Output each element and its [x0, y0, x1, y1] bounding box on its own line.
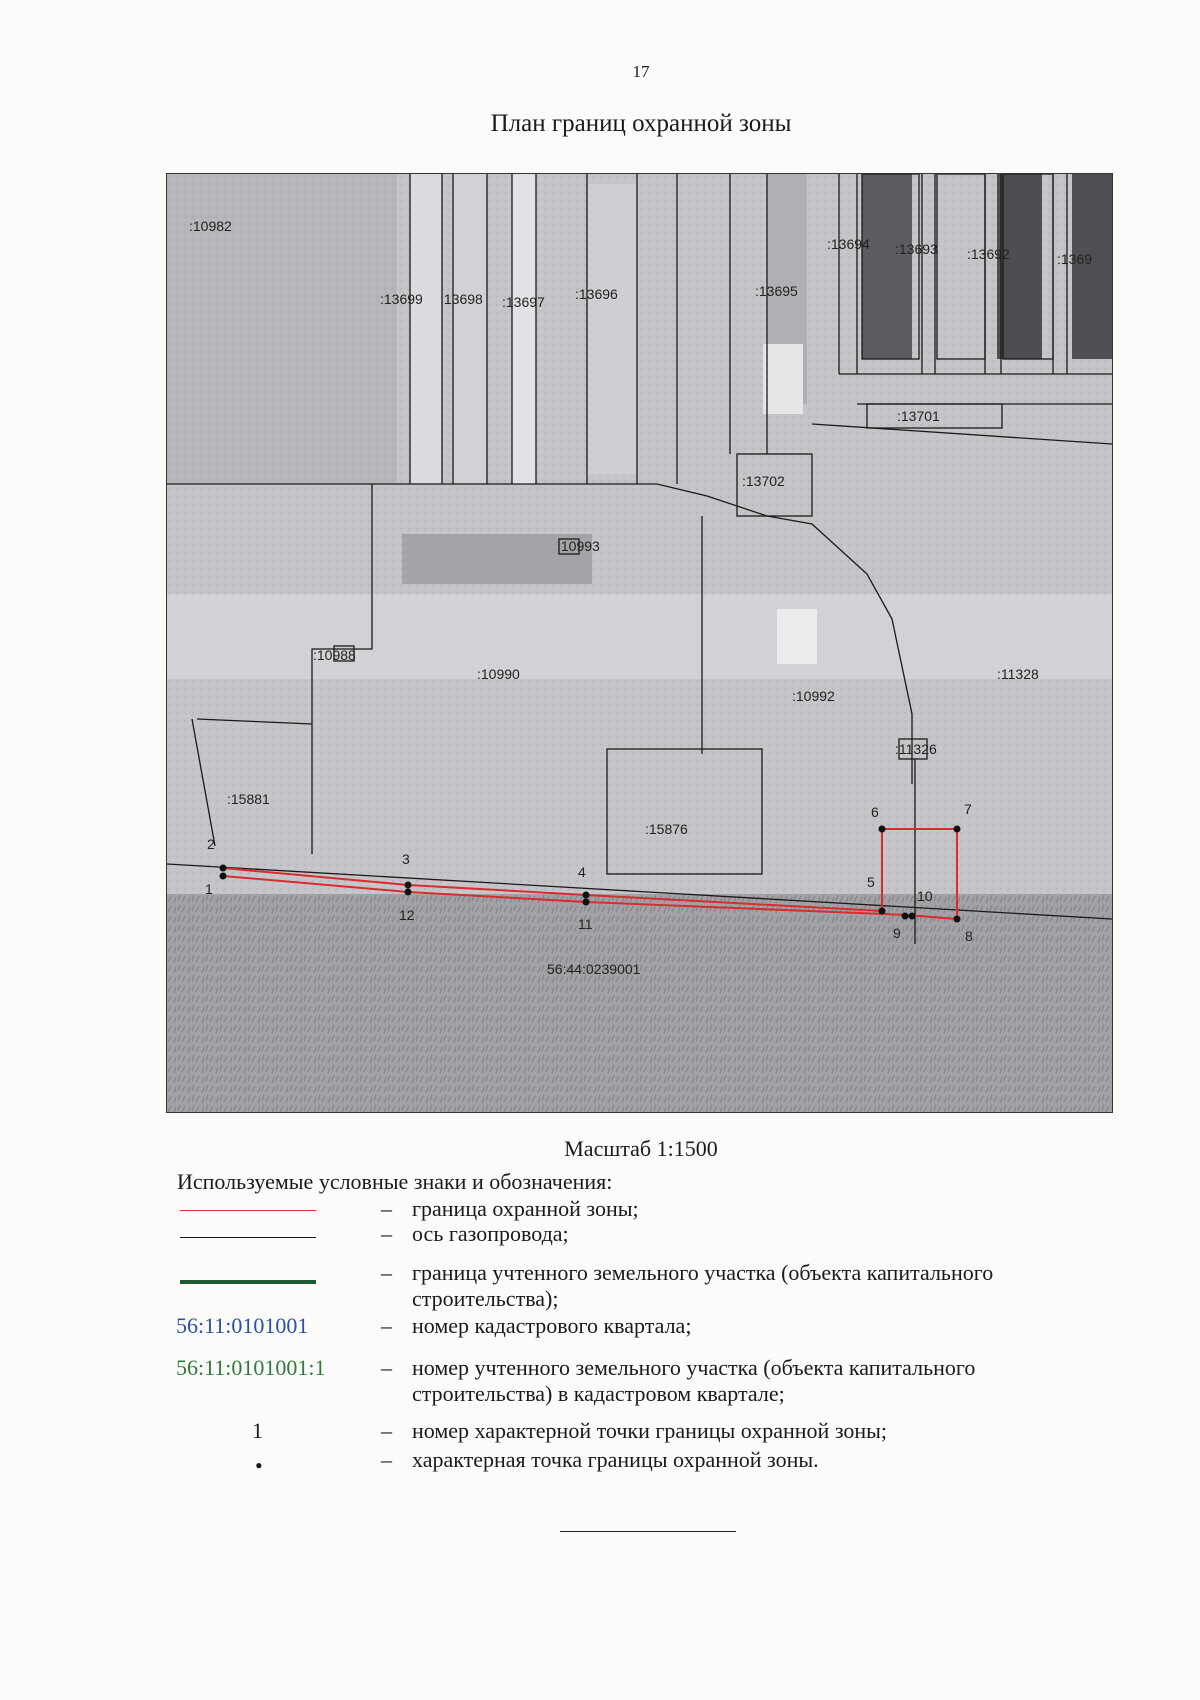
legend-heading: Используемые условные знаки и обозначения: — [177, 1169, 613, 1194]
map-scale: Масштаб 1:1500 — [564, 1136, 718, 1161]
point-label: 1 — [205, 881, 213, 897]
parcel-label: :13696 — [575, 286, 618, 302]
point-6 — [879, 826, 886, 833]
cadastral-quarter-label: 56:44:0239001 — [547, 961, 641, 977]
point-2 — [220, 865, 227, 872]
page-title: План границ охранной зоны — [490, 110, 792, 137]
point-label: 11 — [578, 916, 593, 932]
parcel-label: :10990 — [477, 666, 520, 682]
parcel-label: :15876 — [645, 821, 688, 837]
point-3 — [405, 882, 412, 889]
page-number: 17 — [632, 62, 650, 81]
parcel-label: :13699 — [380, 291, 423, 307]
point-label: 3 — [402, 851, 410, 867]
closing-rule — [560, 1531, 736, 1532]
legend-symbol-quarter-number: 56:11:0101001 — [176, 1313, 309, 1338]
parcel-label: :10993 — [557, 538, 600, 554]
legend-symbol-parcel-number: 56:11:0101001:1 — [176, 1355, 326, 1380]
parcel-label: :10988 — [313, 647, 356, 663]
parcel-label: :13692 — [967, 246, 1010, 262]
legend-description: номер учтенного земельного участка (объекта капитального строительства) в кадастровом квартале; — [412, 1355, 976, 1406]
point-label: 2 — [207, 836, 215, 852]
point-label: 10 — [917, 888, 933, 904]
point-12 — [405, 889, 412, 896]
point-5 — [879, 908, 886, 915]
parcel-label: :13701 — [897, 408, 940, 424]
legend-description: граница охранной зоны; — [412, 1196, 639, 1221]
point-4 — [583, 892, 590, 899]
point-8 — [954, 916, 961, 923]
parcel-label: :15881 — [227, 791, 270, 807]
point-label: 6 — [871, 804, 879, 820]
legend-description: номер характерной точки границы охранной зоны; — [412, 1418, 888, 1443]
parcel-label: :13695 — [755, 283, 798, 299]
legend-symbol-dot: • — [255, 1453, 263, 1478]
point-1 — [220, 873, 227, 880]
point-10 — [909, 913, 916, 920]
cadastral-map — [166, 173, 1113, 1113]
point-9 — [902, 913, 909, 920]
parcel-label: :10982 — [189, 218, 232, 234]
point-label: 12 — [399, 907, 415, 923]
legend-symbol-point-number: 1 — [252, 1418, 263, 1443]
parcel-label: :13702 — [742, 473, 785, 489]
parcel-label: :11326 — [895, 741, 937, 757]
legend-description: граница учтенного земельного участка (объекта капитального строительства); — [412, 1260, 994, 1311]
legend-description: номер кадастрового квартала; — [412, 1313, 692, 1338]
point-label: 4 — [578, 864, 586, 880]
parcel-label: :11328 — [997, 666, 1039, 682]
legend-description: ось газопровода; — [412, 1221, 569, 1246]
parcel-label: :13693 — [895, 241, 938, 257]
legend-description: характерная точка границы охранной зоны. — [412, 1447, 819, 1472]
point-11 — [583, 899, 590, 906]
point-label: 8 — [965, 928, 973, 944]
parcel-label: :13694 — [827, 236, 870, 252]
point-label: 9 — [893, 925, 901, 941]
parcel-label: :13697 — [502, 294, 545, 310]
point-7 — [954, 826, 961, 833]
point-label: 5 — [867, 874, 875, 890]
parcel-label: :10992 — [792, 688, 835, 704]
parcel-label: :1369 — [1057, 251, 1093, 267]
parcel-label: :13698 — [440, 291, 483, 307]
point-label: 7 — [964, 801, 972, 817]
